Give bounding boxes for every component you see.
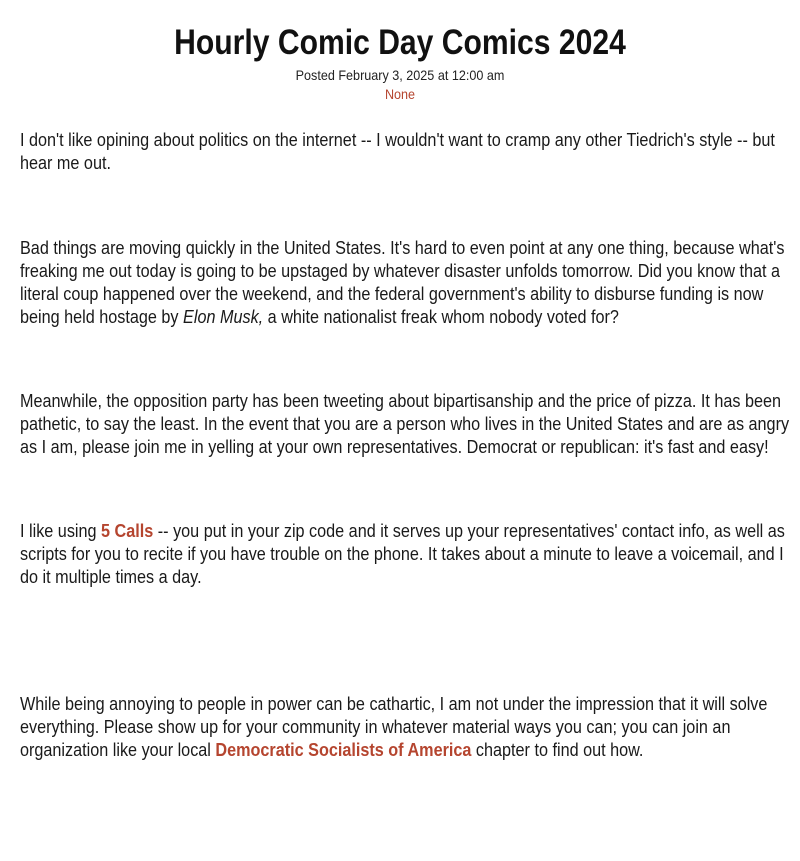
paragraph-spacer — [20, 175, 790, 237]
paragraph-5 — [20, 693, 790, 762]
paragraph-4 — [20, 520, 790, 589]
paragraph-5-text-end: chapter to find out how. — [471, 740, 644, 760]
paragraph-1-text: I don't like opining about politics on the internet -- I wouldn't want to cramp any other Tiedrich's style -- but hear me out. — [20, 130, 775, 173]
post-date: Posted February 3, 2025 at 12:00 am — [295, 67, 505, 83]
dsa-link[interactable]: Democratic Socialists of America — [215, 740, 472, 760]
emphasis-elon-musk: Elon Musk, — [183, 307, 264, 327]
paragraph-2 — [20, 237, 790, 329]
paragraph-3 — [20, 390, 790, 459]
paragraph-4-text-start: I like using — [20, 521, 102, 541]
paragraph-2-text-start: Bad things are moving quickly in the United States. It's hard to even point at any one thing, because what's freaking me out today is going to be upstaged by whatever disaster unfolds tomorrow. Did you know that a literal coup happened over the weekend, and the federal government's ability to disburse funding is now being held hostage by — [20, 238, 785, 327]
five-calls-link[interactable]: 5 Calls — [101, 521, 154, 541]
paragraph-1 — [20, 129, 790, 175]
paragraph-4-text-end: -- you put in your zip code and it serves up your representatives' contact info, as well as scripts for you to recite if you have trouble on the phone. It takes about a minute to leave a voicemail, and I do it multiple times a day. — [20, 521, 785, 587]
post-title: Hourly Comic Day Comics 2024 — [174, 23, 626, 62]
paragraph-spacer — [20, 329, 790, 390]
paragraph-spacer — [20, 589, 790, 693]
post-content — [20, 129, 790, 762]
paragraph-2-text-end: a white nationalist freak whom nobody voted for? — [263, 307, 619, 327]
post-category[interactable]: None — [384, 86, 416, 102]
paragraph-3-text: Meanwhile, the opposition party has been tweeting about bipartisanship and the price of pizza. It has been pathetic, to say the least. In the event that you are a person who lives in the United States and are as angry as I am, please join me in yelling at your own representatives. Democrat or republican: it's fast and easy! — [20, 391, 790, 457]
paragraph-5-text-start: While being annoying to people in power can be cathartic, I am not under the impression that it will solve everything. Please show up for your community in whatever material ways you can; you can join an organization like your local — [20, 694, 768, 760]
paragraph-spacer — [20, 459, 790, 520]
